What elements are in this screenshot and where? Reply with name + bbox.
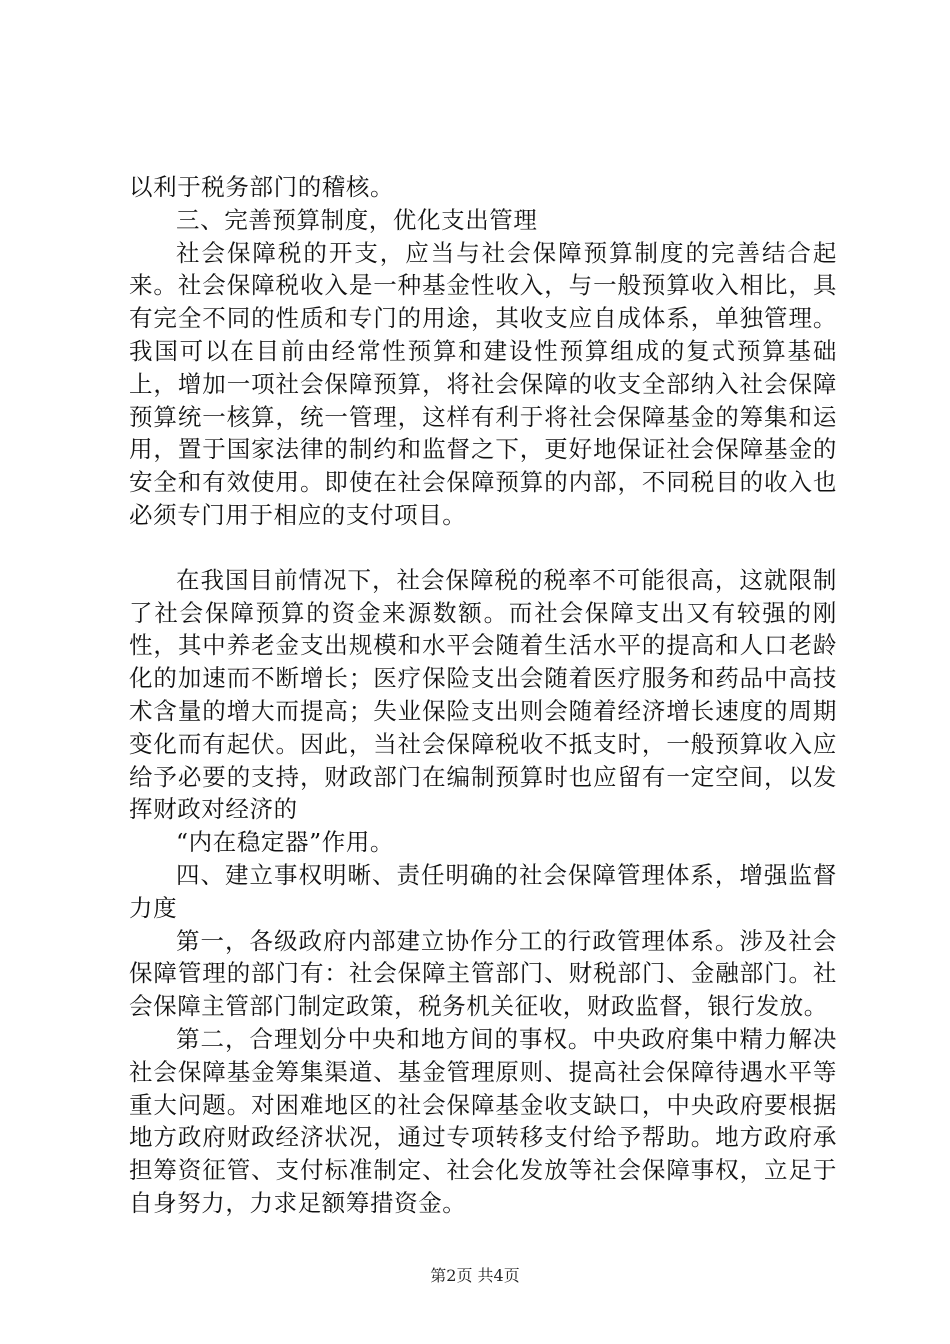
paragraph-second: 第二，合理划分中央和地方间的事权。中央政府集中精力解决社会保障基金筹集渠道、基金管理原则、提高社会保障待遇水平等重大问题。对困难地区的社会保障基金收支缺口，中央政府要根据地方政府财政经济状况，通过专项转移支付给予帮助。地方政府承担筹资征管、支付标准制定、社会化发放等社会保障事权，立足于自身努力，力求足额筹措资金。	[129, 1024, 837, 1217]
section-heading-3: 三、完善预算制度，优化支出管理	[176, 205, 538, 234]
page-number-footer: 第2页 共4页	[430, 1266, 520, 1285]
paragraph-budget-system: 社会保障税的开支，应当与社会保障预算制度的完善结合起来。社会保障税收入是一种基金性收入，与一般预算收入相比，具有完全不同的性质和专门的用途，其收支应自成体系，单独管理。我国可以在目前由经常性预算和建设性预算组成的复式预算基础上，增加一项社会保障预算，将社会保障的收支全部纳入社会保障预算统一核算，统一管理，这样有利于将社会保障基金的筹集和运用，置于国家法律的制约和监督之下，更好地保证社会保障基金的安全和有效使用。即使在社会保障预算的内部，不同税目的收入也必须专门用于相应的支付项目。	[129, 238, 837, 529]
section-heading-4: 四、建立事权明晰、责任明确的社会保障管理体系，增强监督力度	[129, 860, 837, 922]
paragraph-tax-rate: 在我国目前情况下，社会保障税的税率不可能很高，这就限制了社会保障预算的资金来源数额。而社会保障支出又有较强的刚性，其中养老金支出规模和水平会随着生活水平的提高和人口老龄化的加速而不断增长；医疗保险支出会随着医疗服务和药品中高技术含量的增大而提高；失业保险支出则会随着经济增长速度的周期变化而有起伏。因此，当社会保障税收不抵支时，一般预算收入应给予必要的支持，财政部门在编制预算时也应留有一定空间，以发挥财政对经济的	[129, 565, 837, 824]
paragraph-stabilizer: “内在稳定器”作用。	[176, 828, 395, 857]
document-body	[129, 171, 837, 1220]
paragraph-first: 第一，各级政府内部建立协作分工的行政管理体系。涉及社会保障管理的部门有：社会保障主管部门、财税部门、金融部门。社会保障主管部门制定政策，税务机关征收，财政监督，银行发放。	[129, 926, 837, 1021]
paragraph-continuation: 以利于税务部门的稽核。	[129, 173, 395, 201]
